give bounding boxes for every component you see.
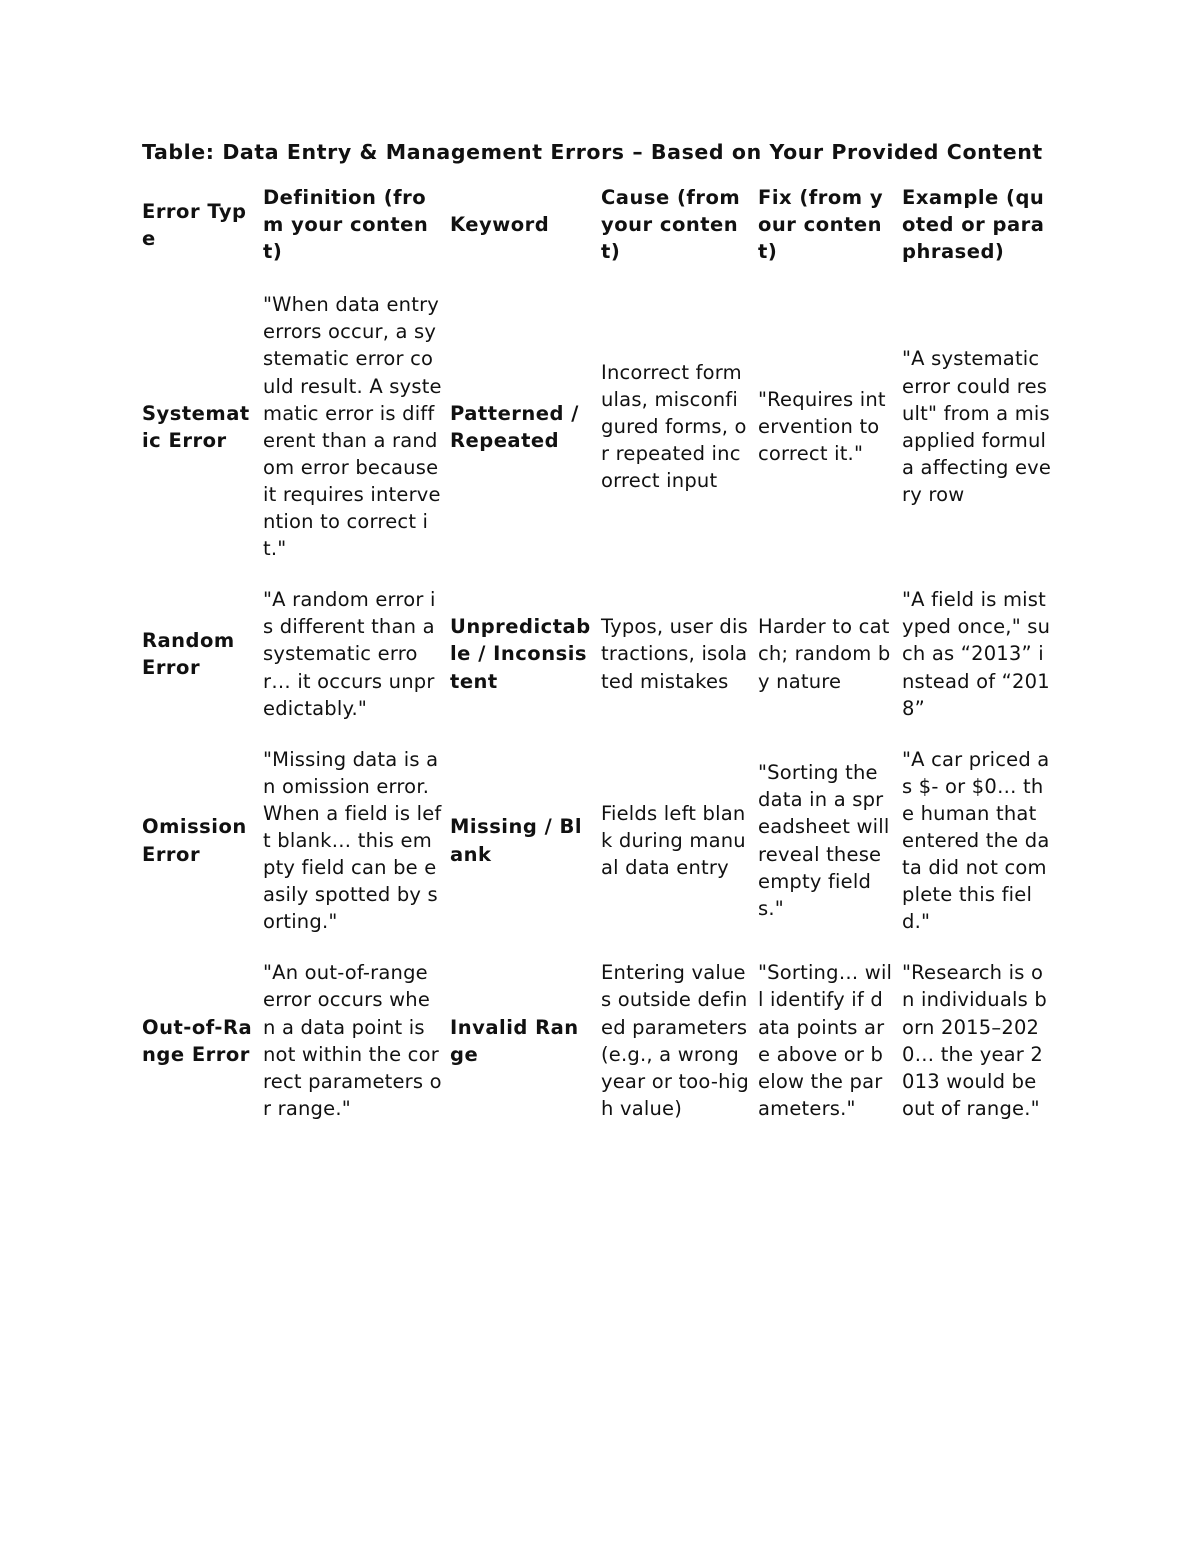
cell-definition: "An out-of-range error occurs when a data point is not within the correct parameters or range." <box>263 961 442 1120</box>
errors-table <box>138 184 1058 1134</box>
cell-example: "Research is on individuals born 2015–2020… the year 2013 would be out of range." <box>902 961 1047 1120</box>
cell-definition: "Missing data is an omission error. When a field is left blank… this empty field can be easily spotted by sorting." <box>263 747 442 934</box>
cell-error-type: Random Error <box>142 628 235 679</box>
table-row <box>138 279 1058 574</box>
table-header-row <box>138 184 1058 279</box>
column-header-fix: Fix (from your content) <box>758 186 884 264</box>
cell-keyword: Unpredictable / Inconsistent <box>450 615 591 693</box>
cell-error-type: Out-of-Range Error <box>142 1015 253 1066</box>
column-header-keyword: Keyword <box>450 213 550 237</box>
cell-cause: Incorrect formulas, misconfigured forms, or repeated incorrect input <box>601 361 747 493</box>
cell-cause: Fields left blank during manual data entry <box>601 801 746 880</box>
cell-definition: "A random error is different than a systematic error… it occurs unpredictably." <box>263 588 436 720</box>
cell-cause: Entering values outside defined parameters (e.g., a wrong year or too-high value) <box>601 961 749 1120</box>
column-header-error-type: Error Type <box>142 199 247 250</box>
document-title: Table: Data Entry & Management Errors – Based on Your Provided Content <box>142 140 1043 164</box>
table-row <box>138 734 1058 948</box>
cell-fix: "Sorting… will identify if data points are above or below the parameters." <box>758 961 893 1120</box>
cell-example: "A car priced as $- or $0… the human that entered the data did not complete this field." <box>902 747 1050 934</box>
cell-keyword: Patterned / Repeated <box>450 401 579 452</box>
table-row <box>138 574 1058 733</box>
column-header-definition: Definition (from your content) <box>263 186 429 264</box>
cell-error-type: Omission Error <box>142 815 247 866</box>
cell-example: "A field is mistyped once," such as “2013” instead of “2018” <box>902 588 1051 720</box>
cell-fix: "Sorting the data in a spreadsheet will reveal these empty fields." <box>758 761 890 920</box>
cell-fix: Harder to catch; random by nature <box>758 615 891 693</box>
cell-keyword: Invalid Range <box>450 1015 579 1066</box>
table-row <box>138 947 1058 1134</box>
cell-example: "A systematic error could result" from a misapplied formula affecting every row <box>902 347 1052 506</box>
column-header-example: Example (quoted or paraphrased) <box>902 186 1045 264</box>
cell-keyword: Missing / Blank <box>450 815 583 866</box>
column-header-cause: Cause (from your content) <box>601 186 741 264</box>
cell-fix: "Requires intervention to correct it." <box>758 388 886 466</box>
cell-definition: "When data entry errors occur, a systematic error could result. A systematic error is different than a random error because it requires intervention to correct it." <box>263 293 442 561</box>
cell-cause: Typos, user distractions, isolated mistakes <box>601 615 748 693</box>
cell-error-type: Systematic Error <box>142 401 250 452</box>
